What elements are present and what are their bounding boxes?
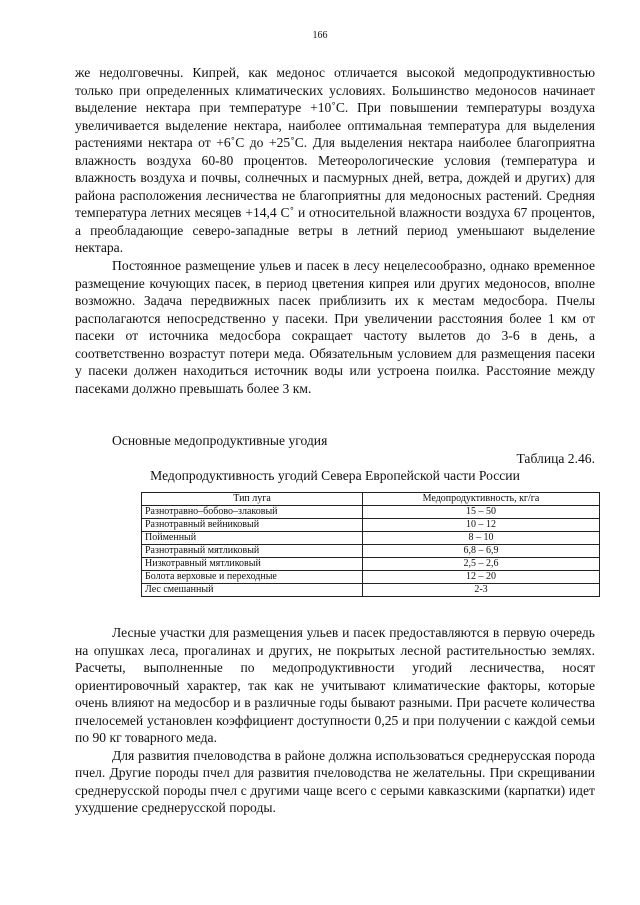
cell-type: Низкотравный мятликовый (142, 558, 363, 571)
cell-type: Разнотравно–бобово–злаковый (142, 506, 363, 519)
cell-value: 12 – 20 (363, 571, 600, 584)
page-number: 166 (312, 30, 328, 41)
section-intro: Основные медопродуктивные угодия (112, 433, 328, 448)
paragraph: Постоянное размещение ульев и пасек в лесу нецелесообразно, однако временное размещение кочующих пасек, в период цветения кипрея или других медоносов, вполне возможно. Задача передвижных пасек приблизить их к местам медосбора. Пчелы располагаются непосредственно у пасеки. При увеличении расстояния более 1 км от пасеки от источника медосбора сокращает частоту вылетов до 3-6 в день, а соответственно возрастут потери меда. Обязательным условием для размещения пасеки у пасеки должен находиться источник воды или устроена поилка. Расстояние между пасеками должно превышать более 3 км. (75, 258, 595, 396)
table-header-row (142, 493, 600, 506)
cell-type: Разнотравный мятликовый (142, 545, 363, 558)
table-caption-block (75, 432, 595, 485)
table-row (142, 571, 600, 584)
paragraph: Для развития пчеловодства в районе должна использоваться среднерусская порода пчел. Другие породы пчел для развития пчеловодства не желательны. При скрещивании среднерусской породы пчел с другими чаще всего с серыми кавказскими (карпатки) идет ухудшение среднерусской породы. (75, 747, 595, 816)
cell-value: 2,5 – 2,6 (363, 558, 600, 571)
cell-value: 6,8 – 6,9 (363, 545, 600, 558)
cell-type: Лес смешанный (142, 584, 363, 597)
body-text-bottom (75, 624, 595, 817)
cell-type: Пойменный (142, 532, 363, 545)
table-label: Таблица 2.46. (516, 450, 595, 466)
table-row (142, 519, 600, 532)
column-header-productivity: Медопродуктивность, кг/га (363, 493, 600, 506)
cell-type: Болота верховые и переходные (142, 571, 363, 584)
table-row (142, 584, 600, 597)
cell-value: 15 – 50 (363, 506, 600, 519)
table-title: Медопродуктивность угодий Севера Европейской части России (150, 468, 520, 484)
column-header-type: Тип луга (142, 493, 363, 506)
paragraph: Лесные участки для размещения ульев и пасек предоставляются в первую очередь на опушках леса, прогалинах и других, не покрытых лесной растительностью землях. Расчеты, выполненные по медопродуктивности угодий лесничества, носят ориентировочный характер, так как не учитывают климатические факторы, которые очень влияют на медосбор и в различные годы бывают разными. При расчете количества пчелосемей установлен коэффициент доступности 0,25 и при получении с каждой семьи по 90 кг товарного меда. (75, 625, 595, 746)
cell-type: Разнотравный вейниковый (142, 519, 363, 532)
cell-value: 8 – 10 (363, 532, 600, 545)
table-row (142, 532, 600, 545)
cell-value: 2-3 (363, 584, 600, 597)
cell-value: 10 – 12 (363, 519, 600, 532)
table-row (142, 545, 600, 558)
table-row (142, 558, 600, 571)
body-text-top (75, 64, 595, 397)
honey-productivity-table (141, 492, 600, 597)
table-row (142, 506, 600, 519)
paragraph: же недолговечны. Кипрей, как медонос отличается высокой медопродуктивностью только при определенных климатических условиях. Большинство медоносов начинает выделение нектара при температуре +10˚С. При повышении температуры воздуха увеличивается выделение нектара, наиболее оптимальная температура для выделения растениями нектара от +6˚С до +25˚С. Для выделения нектара наиболее благоприятна влажность воздуха 60-80 процентов. Метеорологические условия (температура и влажность воздуха и почвы, солнечных и пасмурных дней, ветра, дождей и других) для района расположения лесничества не благоприятны для медоносных растений. Средняя температура летних месяцев +14,4 С˚ и относительной влажности воздуха 67 процентов, а преобладающие северо-западные ветры в летний период уменьшают выделение нектара. (75, 65, 595, 256)
